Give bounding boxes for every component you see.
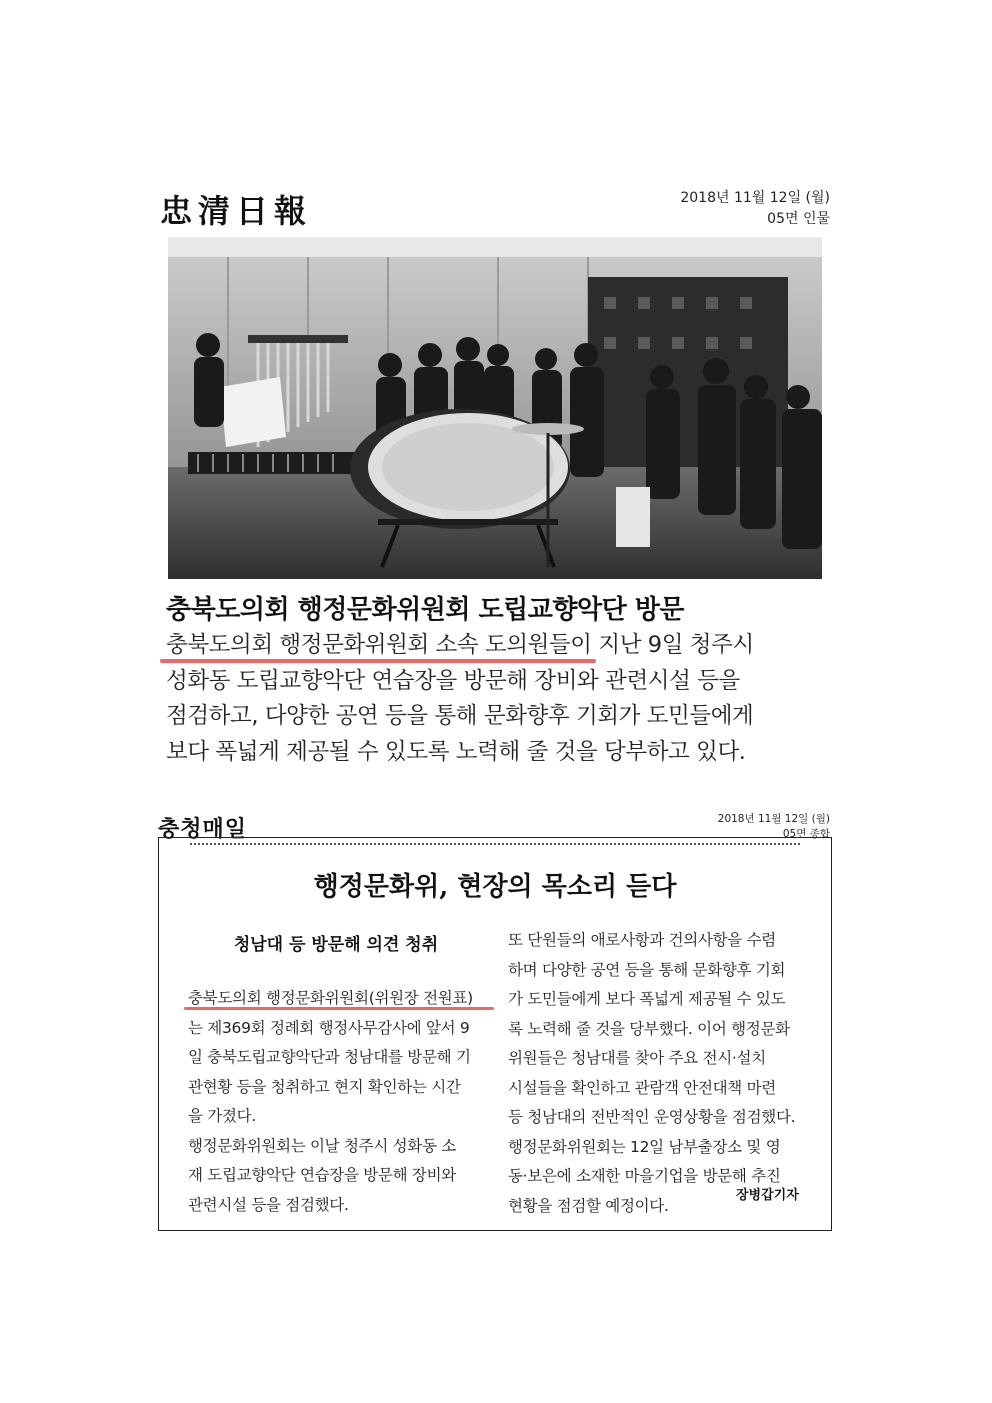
body-line: 충북도의회 행정문화위원회 소속 도의원들이 지난 9일 청주시 [166, 632, 754, 658]
column-line: 위원들은 청남대를 찾아 주요 전시·설치 [508, 1049, 766, 1067]
headline-1: 충북도의회 행정문화위원회 도립교향악단 방문 [166, 595, 684, 625]
article-body-1 [166, 628, 846, 770]
dotted-divider [190, 843, 800, 845]
column-line: 일 충북도립교향악단과 청남대를 방문해 기 [188, 1048, 471, 1066]
subheadline-2: 청남대 등 방문해 의견 청취 [233, 935, 439, 955]
date-text-2: 2018년 11월 12일 (월) [717, 813, 830, 825]
column-line: 또 단원들의 애로사항과 건의사항을 수렴 [508, 931, 776, 949]
column-line: 행정문화위원회는 이날 청주시 성화동 소 [188, 1136, 456, 1155]
column-line: 는 제369회 정례회 행정사무감사에 앞서 9 [188, 1018, 470, 1037]
column-line: 가 도민들에게 보다 폭넓게 제공될 수 있도 [508, 990, 786, 1008]
article-column-left [188, 984, 494, 1220]
publication-date-1 [640, 188, 830, 230]
news-photo [168, 237, 822, 579]
headline-2: 행정문화위, 현장의 목소리 듣다 [313, 872, 677, 902]
column-line: 행정문화위원회는 12일 남부출장소 및 영 [508, 1137, 781, 1156]
body-line: 성화동 도립교향악단 연습장을 방문해 장비와 관련시설 등을 [166, 667, 740, 694]
newspaper-masthead-1: 忠清日報 [160, 192, 313, 230]
column-line: 하며 다양한 공연 등을 통해 문화향후 기회 [508, 960, 786, 979]
column-line: 재 도립교향악단 연습장을 방문해 장비와 [188, 1166, 456, 1184]
column-line: 관련시설 등을 점검했다. [188, 1195, 349, 1214]
column-line: 록 노력해 줄 것을 당부했다. 이어 행정문화 [508, 1019, 790, 1038]
column-line: 동·보은에 소재한 마을기업을 방문해 추진 [508, 1167, 781, 1185]
column-line: 시설들을 확인하고 관람객 안전대책 마련 [508, 1078, 776, 1097]
body-line: 보다 폭넓게 제공될 수 있도록 노력해 줄 것을 당부하고 있다. [166, 738, 746, 765]
newspaper-masthead-2: 충청매일 [158, 817, 248, 842]
date-text-1: 2018년 11월 12일 (월) [680, 190, 830, 206]
section-text-1: 05면 인물 [767, 211, 830, 227]
section-text-2: 05면 종합 [782, 828, 830, 840]
reporter-byline: 장병갑기자 [736, 1188, 799, 1203]
column-line: 을 가졌다. [188, 1107, 256, 1125]
body-line: 점검하고, 다양한 공연 등을 통해 문화향후 기회가 도민들에게 [166, 703, 754, 729]
news-photo-illustration [168, 237, 822, 579]
article-column-right [508, 926, 814, 1221]
column-line: 현황을 점검할 예정이다. [508, 1196, 669, 1215]
column-line: 등 청남대의 전반적인 운영상황을 점검했다. [508, 1108, 796, 1126]
column-line: 충북도의회 행정문화위원회(위원장 전원표) [188, 989, 473, 1007]
column-line: 관현황 등을 청취하고 현지 확인하는 시간 [188, 1077, 461, 1096]
